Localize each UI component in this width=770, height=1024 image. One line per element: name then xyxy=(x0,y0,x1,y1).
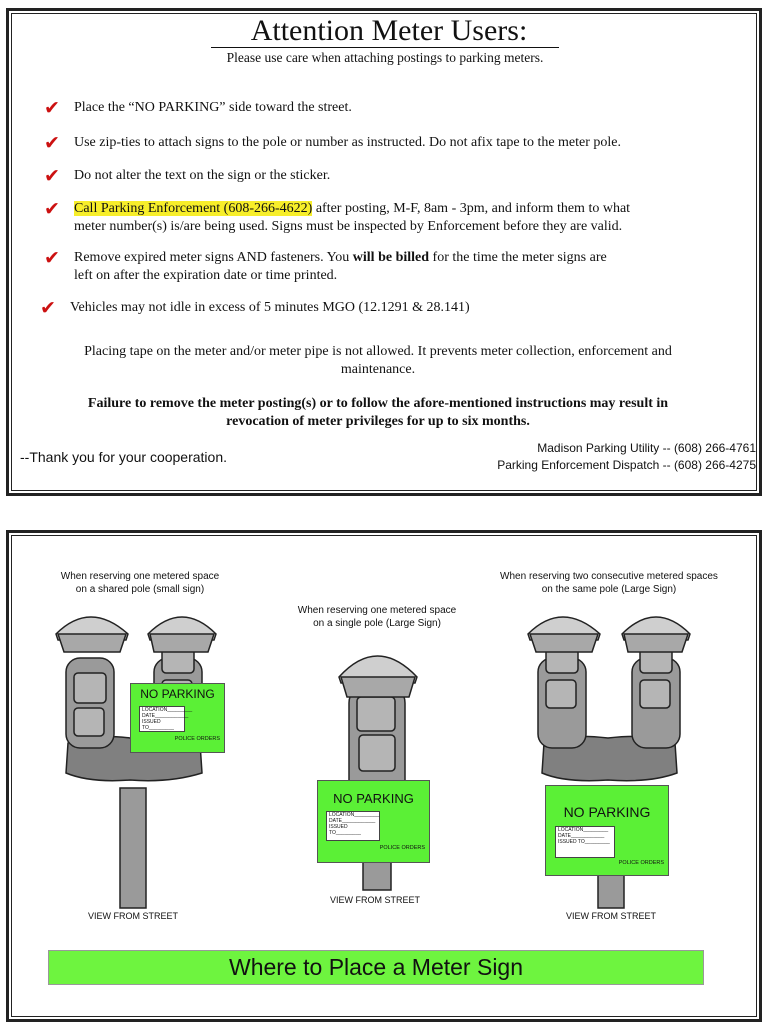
view-label-center: VIEW FROM STREET xyxy=(330,895,420,905)
rule-item xyxy=(46,134,706,152)
large-no-parking-sign-center xyxy=(317,780,430,863)
phone-highlight: Call Parking Enforcement (608-266-4622) xyxy=(74,201,313,216)
rule-item xyxy=(42,299,702,317)
rule-text: Vehicles may not idle in excess of 5 minutes MGO (12.1291 & 28.141) xyxy=(70,300,470,315)
sign-footer: POLICE ORDERS xyxy=(618,860,664,866)
checkmark-icon: ✔ xyxy=(40,297,56,319)
rule-text: Do not alter the text on the sign or the sticker. xyxy=(74,168,331,183)
double-meter-left-illustration xyxy=(50,608,220,910)
sign-form: LOCATION_________ DATE____________ ISSUED TO_________ xyxy=(139,706,185,732)
where-to-place-banner: Where to Place a Meter Sign xyxy=(48,950,704,985)
sign-form: LOCATION_________ DATE____________ ISSUED TO_________ xyxy=(326,811,380,841)
view-label-left: VIEW FROM STREET xyxy=(88,911,178,921)
checkmark-icon: ✔ xyxy=(44,132,60,154)
revocation-warning: Failure to remove the meter posting(s) or to follow the afore-mentioned instructions may result in revocation of meter privileges for up to six months. xyxy=(87,396,669,429)
enforcement-dispatch-contact: Parking Enforcement Dispatch -- (608) 266-4275 xyxy=(497,458,756,472)
thanks-text: --Thank you for your cooperation. xyxy=(20,449,227,465)
rule-item xyxy=(46,200,706,236)
rule-text: Place the “NO PARKING” side toward the street. xyxy=(74,100,352,115)
sign-heading: NO PARKING xyxy=(333,791,414,806)
small-no-parking-sign xyxy=(130,683,225,753)
sign-heading: NO PARKING xyxy=(140,687,215,701)
rule-item xyxy=(46,249,706,285)
rule-text-line2: left on after the expiration date or time printed. xyxy=(74,268,338,283)
checkmark-icon: ✔ xyxy=(44,97,60,119)
rule-text: Call Parking Enforcement (608-266-4622) after posting, M-F, 8am - 3pm, and inform them to what xyxy=(74,201,631,216)
large-no-parking-sign-right xyxy=(545,785,669,876)
sign-heading: NO PARKING xyxy=(563,804,651,820)
right-caption: When reserving two consecutive metered spaces on the same pole (Large Sign) xyxy=(500,571,718,595)
rule-item xyxy=(46,167,706,185)
contact-info xyxy=(497,440,756,474)
checkmark-icon: ✔ xyxy=(44,198,60,220)
left-caption: When reserving one metered space on a shared pole (small sign) xyxy=(60,571,220,595)
sign-footer: POLICE ORDERS xyxy=(174,736,220,742)
notice-title: Attention Meter Users: xyxy=(0,14,770,48)
center-caption: When reserving one metered space on a single pole (Large Sign) xyxy=(297,605,457,629)
checkmark-icon: ✔ xyxy=(44,165,60,187)
sign-footer: POLICE ORDERS xyxy=(379,845,425,851)
view-label-right: VIEW FROM STREET xyxy=(566,911,656,921)
checkmark-icon: ✔ xyxy=(44,247,60,269)
rule-item xyxy=(46,99,706,117)
rule-text: Use zip-ties to attach signs to the pole or number as instructed. Do not afix tape to the meter pole. xyxy=(74,135,622,150)
notice-subtitle: Please use care when attaching postings to parking meters. xyxy=(226,50,544,65)
rule-text-line2: meter number(s) is/are being used. Signs must be inspected by Enforcement before they are valid. xyxy=(74,219,623,234)
tape-notice: Placing tape on the meter and/or meter pipe is not allowed. It prevents meter collection, enforcement and maintenance. xyxy=(84,344,672,377)
sign-form: LOCATION_________ DATE____________ ISSUED TO_________ xyxy=(555,826,615,858)
rule-text: Remove expired meter signs AND fasteners. You will be billed for the time the meter signs are xyxy=(74,250,607,265)
parking-utility-contact: Madison Parking Utility -- (608) 266-4761 xyxy=(537,441,756,455)
